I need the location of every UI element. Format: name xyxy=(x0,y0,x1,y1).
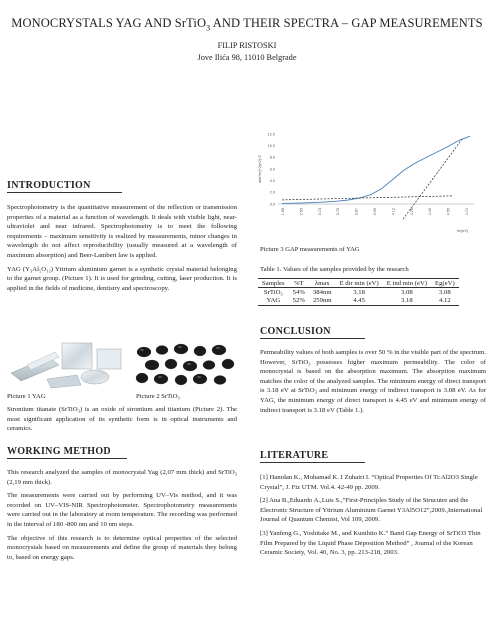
chart-y-axis-label: abs*hν)^2(eV)^2 xyxy=(258,155,262,183)
chart-y-tick-label: 12.0 xyxy=(267,132,275,137)
literature-list xyxy=(260,473,486,562)
results-table xyxy=(258,278,459,306)
chart-series-line xyxy=(282,136,470,203)
table-caption: Table 1. Values of the samples provided by the research xyxy=(260,266,409,273)
conclusion-text: Permeability values of both samples is over 50 % in the visible part of the spectrum. However, SrTiO₃ possesses higher maximum permeability. The color of monocrystal is based on the absorption maximum. The absorption maximum matches the color of the analyzed samples. The minimum energy of direct transport is 3.18 eV at SrTiO₃ and minimum energy of indirect transport is 3.08 eV. As for YAG, the minimum energy of direct transport is 4.45 eV and minimum energy of indirect transport is 3.18 eV (Table 1.). xyxy=(260,349,486,414)
picture-yag xyxy=(7,335,127,390)
chart-x-tick-label: 3.76 xyxy=(336,208,341,216)
literature-ref-2: [2] Ana B.,Eduardo A.,Luis S.,”First-Principles Study of the Strucutre and the Electronic Structure of Yttrium Aluminium Garnet Y3Al5O12”,2009.,International Journal of Quantum Chemist, Vol 109, 2009. xyxy=(260,497,483,524)
table-cell: 4.45 xyxy=(336,296,383,305)
chart-tangent-line xyxy=(403,139,462,219)
table-cell: 4.12 xyxy=(431,296,459,305)
chart-baseline-line xyxy=(282,196,453,200)
table-cell: 3.18 xyxy=(353,288,365,296)
working-method-heading: WORKING METHOD xyxy=(7,446,127,459)
table-cell: 3.08 xyxy=(401,288,413,296)
literature-heading: LITERATURE xyxy=(260,450,365,463)
picture-1-caption: Picture 1 YAG xyxy=(7,393,46,400)
picture-srtio3 xyxy=(134,340,238,390)
chart-x-tick-label: 4.72 xyxy=(465,208,469,216)
introduction-paragraph-1: Spectrophotometry is the quantitative measurement of the reflection or transmission properties of a material as a function of wavelength. It deals with visible light, near-ultraviolet and near infrared. Spectrophotometry is to meet the following requirements – maximum sensitivity is realized by measurements, minor changes in wavelength do not affect reproducibility (usually measured at a wavelength of maximum absorption) and Beer-Lambert law is applied. xyxy=(7,204,237,259)
table-cell: 3.08 xyxy=(439,288,451,296)
literature-ref-3: [3] Yanfeng G., Yoshitake M., and Kunihito K.” Band Gap Energy of SrTiO3 Thin Film Prepared by the Liquid Phase Deposition Method” , Journal of the Korean Ceramic Society, Vol. 40, No. 3, pp. 213-218, 2003. xyxy=(260,529,481,557)
table-header: Samples xyxy=(258,279,289,288)
chart-x-tick-label: 4.25 xyxy=(409,208,414,216)
working-method-paragraph-1: This research analyzed the samples of monocrystal Yag (2,07 mm thick) and SrTiO₃ (2,19 mm thick). xyxy=(7,469,237,486)
table-header-row xyxy=(258,279,459,288)
document-title: MONOCRYSTALS YAG AND SrTiO$_3$ AND THEIR SPECTRA – GAP MEASUREMENTS xyxy=(11,16,483,33)
chart-x-axis-label: hν(eV) xyxy=(456,229,468,233)
srtio3-text: Strontium titanate (SrTiO₃) is an oxide of strontium and titanium (Picture 2). The most significant application of its synthetic form is in optical instruments and ceramics. xyxy=(7,406,237,433)
chart-caption: Picture 3 GAP measurements of YAG xyxy=(260,246,360,253)
table-cell: 384nm xyxy=(312,288,332,296)
literature-ref-1: [1] Hamdan K., Mohamad K. I Zuhairi I. “Optical Properties Of Ti:Al2O3 Single Crystal”, J. Fiz UTM. Vol.4. 42-49 pp. 2009. xyxy=(260,474,478,491)
chart-x-tick-label: 3.99 xyxy=(373,208,377,216)
table-header: %T xyxy=(289,279,309,288)
chart-x-tick-label: 4.40 xyxy=(428,208,433,216)
table-row xyxy=(258,288,459,297)
conclusion-heading: CONCLUSION xyxy=(260,326,365,339)
table-header: E dir min (eV) xyxy=(336,279,383,288)
table-cell: 52% xyxy=(289,296,309,305)
table-cell: 54% xyxy=(292,288,305,296)
table-header: Eg(eV) xyxy=(431,279,459,288)
working-method-text xyxy=(7,468,237,566)
chart-x-tick-label: 2.55 xyxy=(299,208,304,216)
author-address: Jove Ilića 98, 11010 Belgrade xyxy=(197,53,297,62)
introduction-heading: INTRODUCTION xyxy=(7,180,122,193)
working-method-paragraph-3: The objective of this research is to determine optical properties of the selected monocrystals based on measurements and define the group of materials they belong to, based on energy gaps. xyxy=(7,534,237,561)
table-cell: SrTiO₃ xyxy=(263,288,283,296)
chart-y-tick-label: 2.0 xyxy=(269,190,275,195)
chart-x-tick-label: 3.15 xyxy=(317,208,322,216)
chart-y-tick-label: 6.0 xyxy=(269,167,275,172)
table-cell: 259nm xyxy=(309,296,336,305)
table-row xyxy=(258,296,459,305)
table-header: E ind min (eV) xyxy=(383,279,431,288)
chart-y-tick-label: 4.0 xyxy=(269,179,275,184)
introduction-text xyxy=(7,203,237,297)
table-cell: YAG xyxy=(258,296,289,305)
chart-y-tick-label: 10.0 xyxy=(267,144,275,149)
chart-x-tick-label: 1.98 xyxy=(281,208,285,216)
gap-chart xyxy=(256,128,481,238)
working-method-paragraph-2: The measurements were carried out by performing UV–Vis method, and it was recorded on UV–VIS-NIR Spectrophotometer. Spectrophotometry measurements were carried out in the laboratory at room temperature. The recording was performed in the interval of 180 -800 nm and 10 nm steps. xyxy=(7,492,237,528)
table-header: λmax xyxy=(309,279,336,288)
author-name: FILIP RISTOSKI xyxy=(217,41,277,50)
chart-x-tick-label: 3.87 xyxy=(354,208,359,216)
chart-x-tick-label: 4.12 xyxy=(391,208,396,216)
picture-2-caption: Picture 2 SrTiO₃ xyxy=(136,393,180,400)
introduction-paragraph-2: YAG (Y₃Al₅O₁₂) Yttrium aluminium garnet is a synthetic crystal material belonging to the garnet group. (Picture 1). It is used for grinding, cutting, laser production. It is applied in the fields of medicine, dentistry and spectroscopy. xyxy=(7,265,237,292)
chart-y-tick-label: 0.0 xyxy=(269,202,275,207)
chart-y-tick-label: 8.0 xyxy=(269,155,275,160)
table-cell: 3.18 xyxy=(383,296,431,305)
chart-x-tick-label: 4.55 xyxy=(446,208,451,216)
